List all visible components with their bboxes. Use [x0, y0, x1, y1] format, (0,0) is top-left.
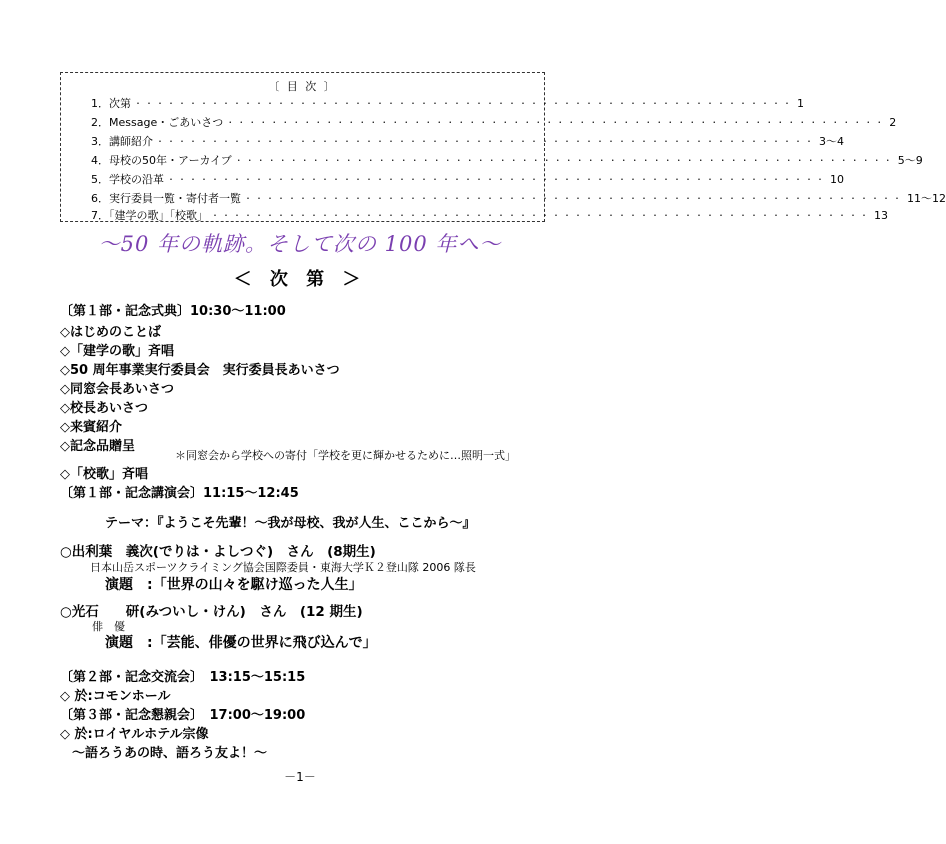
toc-item: 5．学校の沿革 ・・・・・・・・・・・・・・・・・・・・・・・・・・・・・・・・・・・・・・・・・・・・・・・・・・・・・・・・・・・・ 10 [91, 172, 844, 186]
part3-motto: ～語ろうあの時、語ろう友よ！～ [72, 746, 268, 761]
gift-note: ＊同窓会から学校への寄付「学校を更に輝かせるために…照明一式」 [175, 449, 516, 462]
speaker-2-title: 演題 :「芸能、俳優の世界に飛び込んで」 [105, 635, 377, 651]
program-item: ◇はじめのことば [60, 325, 161, 340]
table-of-contents [60, 72, 946, 222]
toc-item: 3．講師紹介 ・・・・・・・・・・・・・・・・・・・・・・・・・・・・・・・・・・・・・・・・・・・・・・・・・・・・・・・・・・・・ 3～4 [91, 135, 844, 148]
program-item: ◇「建学の歌」斉唱 [60, 344, 174, 359]
program-heading: ＜ 次 第 ＞ [233, 269, 367, 290]
lecture-header: 〔第１部・記念講演会〕11:15～12:45 [60, 486, 299, 501]
speaker-1-affiliation: 日本山岳スポーツクライミング協会国際委員・東海大学Ｋ２登山隊 2006 隊長 [90, 561, 476, 574]
program-item: ◇同窓会長あいさつ [60, 382, 174, 397]
speaker-1-name: ○出利葉 義次(でりは・よしつぐ) さん (8期生) [60, 544, 376, 560]
program-item: ◇校長あいさつ [60, 401, 148, 416]
speaker-2-role: 俳 優 [92, 620, 125, 633]
slogan: ～50 年の軌跡。そして次の 100 年へ～ [98, 232, 502, 256]
program-item: ◇記念品贈呈 [60, 439, 135, 454]
toc-item: 2．Message・ごあいさつ ・・・・・・・・・・・・・・・・・・・・・・・・・・・・・・・・・・・・・・・・・・・・・・・・・・・・・・・・・・・・ 2 [91, 115, 897, 129]
speaker-1-title: 演題 :「世界の山々を駆け巡った人生」 [105, 577, 363, 593]
program-item: ◇来賓紹介 [60, 420, 122, 435]
toc-item: 4．母校の50年・アーカイブ ・・・・・・・・・・・・・・・・・・・・・・・・・・・・・・・・・・・・・・・・・・・・・・・・・・・・・・・・・・・・ 5～9 [91, 154, 923, 167]
program-item: ◇「校歌」斉唱 [60, 467, 148, 482]
toc-item: 7．「建学の歌」「校歌」 ・・・・・・・・・・・・・・・・・・・・・・・・・・・・・・・・・・・・・・・・・・・・・・・・・・・・・・・・・・・・ 13 [91, 208, 888, 222]
lecture-theme: テーマ：『ようこそ先輩！～我が母校、我が人生、ここから～』 [105, 516, 476, 531]
speaker-2-name: ○光石 研(みついし・けん) さん (12 期生) [60, 604, 363, 620]
part2-venue: ◇ 於:コモンホール [60, 689, 171, 704]
toc-title: 〔 目 次 〕 [268, 80, 337, 93]
part3-venue: ◇ 於:ロイヤルホテル宗像 [60, 727, 209, 742]
part1-header: 〔第１部・記念式典〕10:30～11:00 [60, 304, 286, 319]
page-number: －1－ [284, 770, 316, 784]
toc-item: 6．実行委員一覧・寄付者一覧 ・・・・・・・・・・・・・・・・・・・・・・・・・・・・・・・・・・・・・・・・・・・・・・・・・・・・・・・・・・・・ 11～12 [91, 192, 946, 205]
toc-item: 1．次第 ・・・・・・・・・・・・・・・・・・・・・・・・・・・・・・・・・・・・・・・・・・・・・・・・・・・・・・・・・・・・ 1 [91, 96, 804, 110]
program-item: ◇50 周年事業実行委員会 実行委員長あいさつ [60, 363, 340, 378]
part3-header: 〔第３部・記念懇親会〕 17:00～19:00 [60, 708, 306, 723]
part2-header: 〔第２部・記念交流会〕 13:15～15:15 [60, 670, 306, 685]
